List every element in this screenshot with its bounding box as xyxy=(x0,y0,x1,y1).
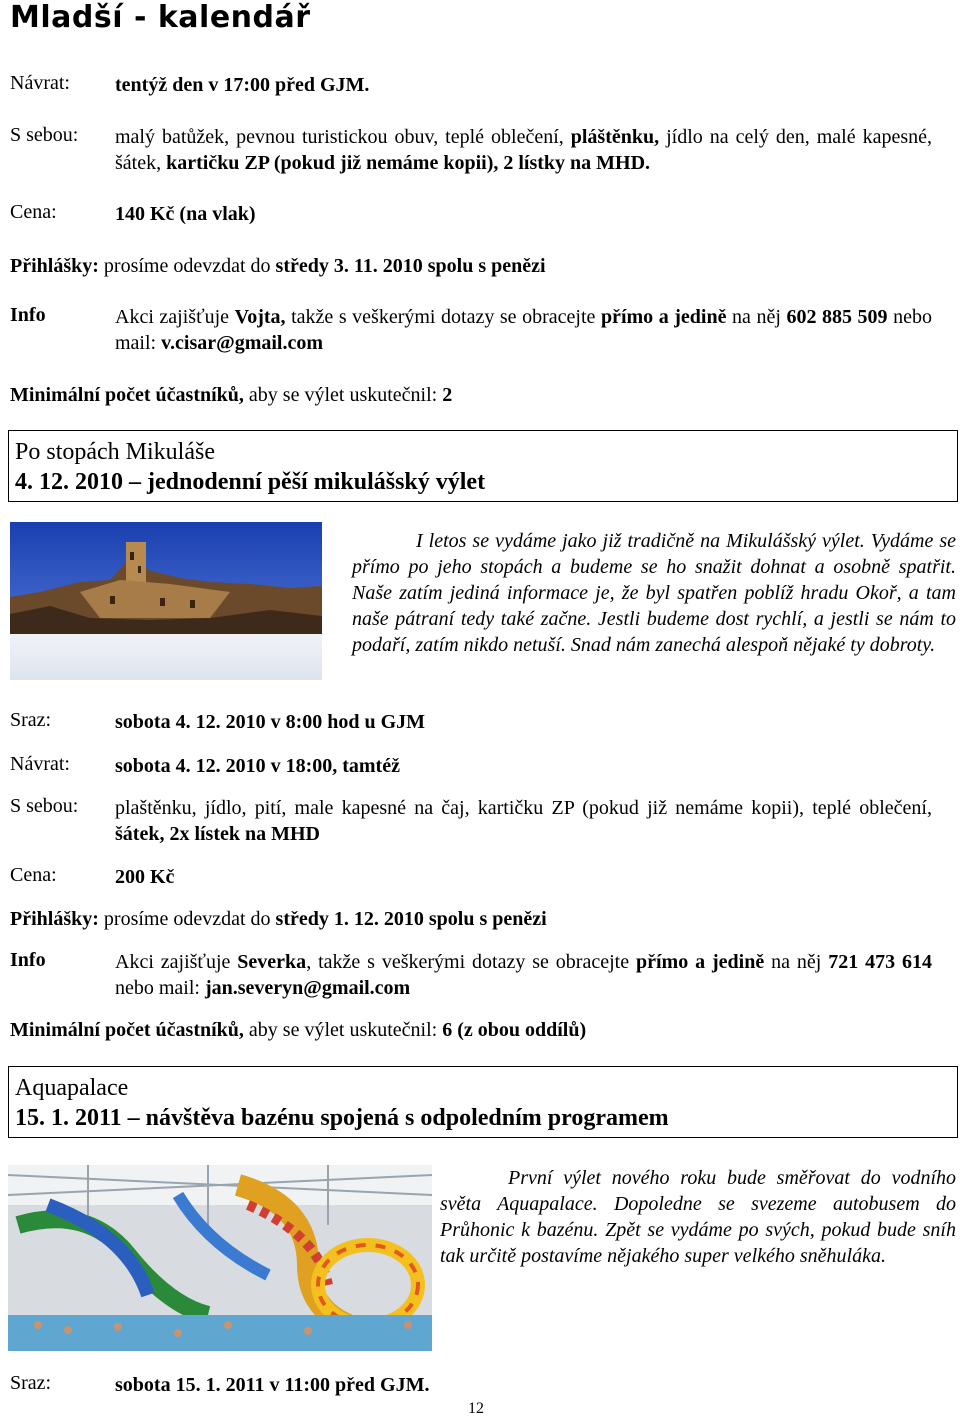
trip2-cena-label: Cena: xyxy=(10,864,57,886)
trip1-min-participants: Minimální počet účastníků, aby se výlet uskutečnil: 2 xyxy=(10,384,453,406)
trip1-prihlasky: Přihlášky: prosíme odevzdat do středy 3. 11. 2010 spolu s penězi xyxy=(10,255,546,277)
aquapark-photo xyxy=(8,1165,432,1351)
trip2-navrat-label: Návrat: xyxy=(10,753,70,775)
trip1-navrat-label: Návrat: xyxy=(10,72,70,94)
trip2-description: I letos se vydáme jako již tradičně na Mikulášský výlet. Vydáme se přímo po jeho stopách a budeme se ho snažit dohnat a osobně spatřit. Naše zatím jediná informace je, že byl spatřen poblíž hradu Okoř, a tam naše pátraní tedy také začne. Jestli budeme dost rychlí, a jestli se nám to podaří, zatím nikdo netuší. Snad nám zanechá alespoň nějaké ty dobroty. xyxy=(352,530,956,656)
trip2-ssebou-value: plaštěnku, jídlo, pití, male kapesné na čaj, kartičku ZP (pokud již nemáme kopii), teplé oblečení, šátek, 2x lístek na MHD xyxy=(115,797,932,845)
trip1-ssebou-value: malý batůžek, pevnou turistickou obuv, teplé oblečení, pláštěnku, jídlo na celý den, malé kapesné, šátek, kartičku ZP (pokud již nemáme kopii), 2 lístky na MHD. xyxy=(115,126,932,174)
trip1-navrat-value: tentýž den v 17:00 před GJM. xyxy=(115,74,370,96)
trip3-heading-subtitle: 15. 1. 2011 – návštěva bazénu spojená s odpoledním programem xyxy=(15,1105,669,1131)
castle-photo xyxy=(10,522,322,680)
trip2-heading-subtitle: 4. 12. 2010 – jednodenní pěší mikulášský výlet xyxy=(15,469,486,495)
trip3-description: První výlet nového roku bude směřovat do vodního světa Aquapalace. Dopoledne se svezeme autobusem do Průhonic k bazénu. Zpět se vydáme po svých, pokud bude sníh tak určitě postavíme nějakého super velkého sněhuláka. xyxy=(440,1167,956,1267)
trip2-cena-value: 200 Kč xyxy=(115,866,175,888)
trip2-navrat-value: sobota 4. 12. 2010 v 18:00, tamtéž xyxy=(115,755,400,777)
trip2-heading-box xyxy=(8,430,958,502)
trip2-info-value: Akci zajišťuje Severka, takže s veškerými dotazy se obracejte přímo a jedině na něj 721 473 614 nebo mail: jan.severyn@gmail.com xyxy=(115,951,933,999)
trip3-sraz-label: Sraz: xyxy=(10,1372,52,1394)
trip1-cena-value: 140 Kč (na vlak) xyxy=(115,203,256,225)
trip2-sraz-value: sobota 4. 12. 2010 v 8:00 hod u GJM xyxy=(115,711,426,733)
trip1-info-value: Akci zajišťuje Vojta, takže s veškerými dotazy se obracejte přímo a jedině na něj 602 885 509 nebo mail: v.cisar@gmail.com xyxy=(115,306,932,354)
trip2-min-participants: Minimální počet účastníků, aby se výlet uskutečnil: 6 (z obou oddílů) xyxy=(10,1019,587,1041)
trip1-info-label: Info xyxy=(10,304,46,326)
trip2-prihlasky: Přihlášky: prosíme odevzdat do středy 1. 12. 2010 spolu s penězi xyxy=(10,908,547,930)
trip3-heading-title: Aquapalace xyxy=(15,1075,129,1101)
trip2-sraz-label: Sraz: xyxy=(10,709,52,731)
trip2-heading-title: Po stopách Mikuláše xyxy=(15,439,215,465)
trip2-ssebou-label: S sebou: xyxy=(10,795,79,817)
page-title: Mladší - kalendář xyxy=(10,0,311,35)
page-number: 12 xyxy=(468,1400,484,1417)
trip1-ssebou-label: S sebou: xyxy=(10,124,79,146)
trip2-info-label: Info xyxy=(10,949,46,971)
trip3-heading-box xyxy=(8,1066,958,1138)
trip3-sraz-value: sobota 15. 1. 2011 v 11:00 před GJM. xyxy=(115,1374,430,1396)
trip1-cena-label: Cena: xyxy=(10,201,57,223)
